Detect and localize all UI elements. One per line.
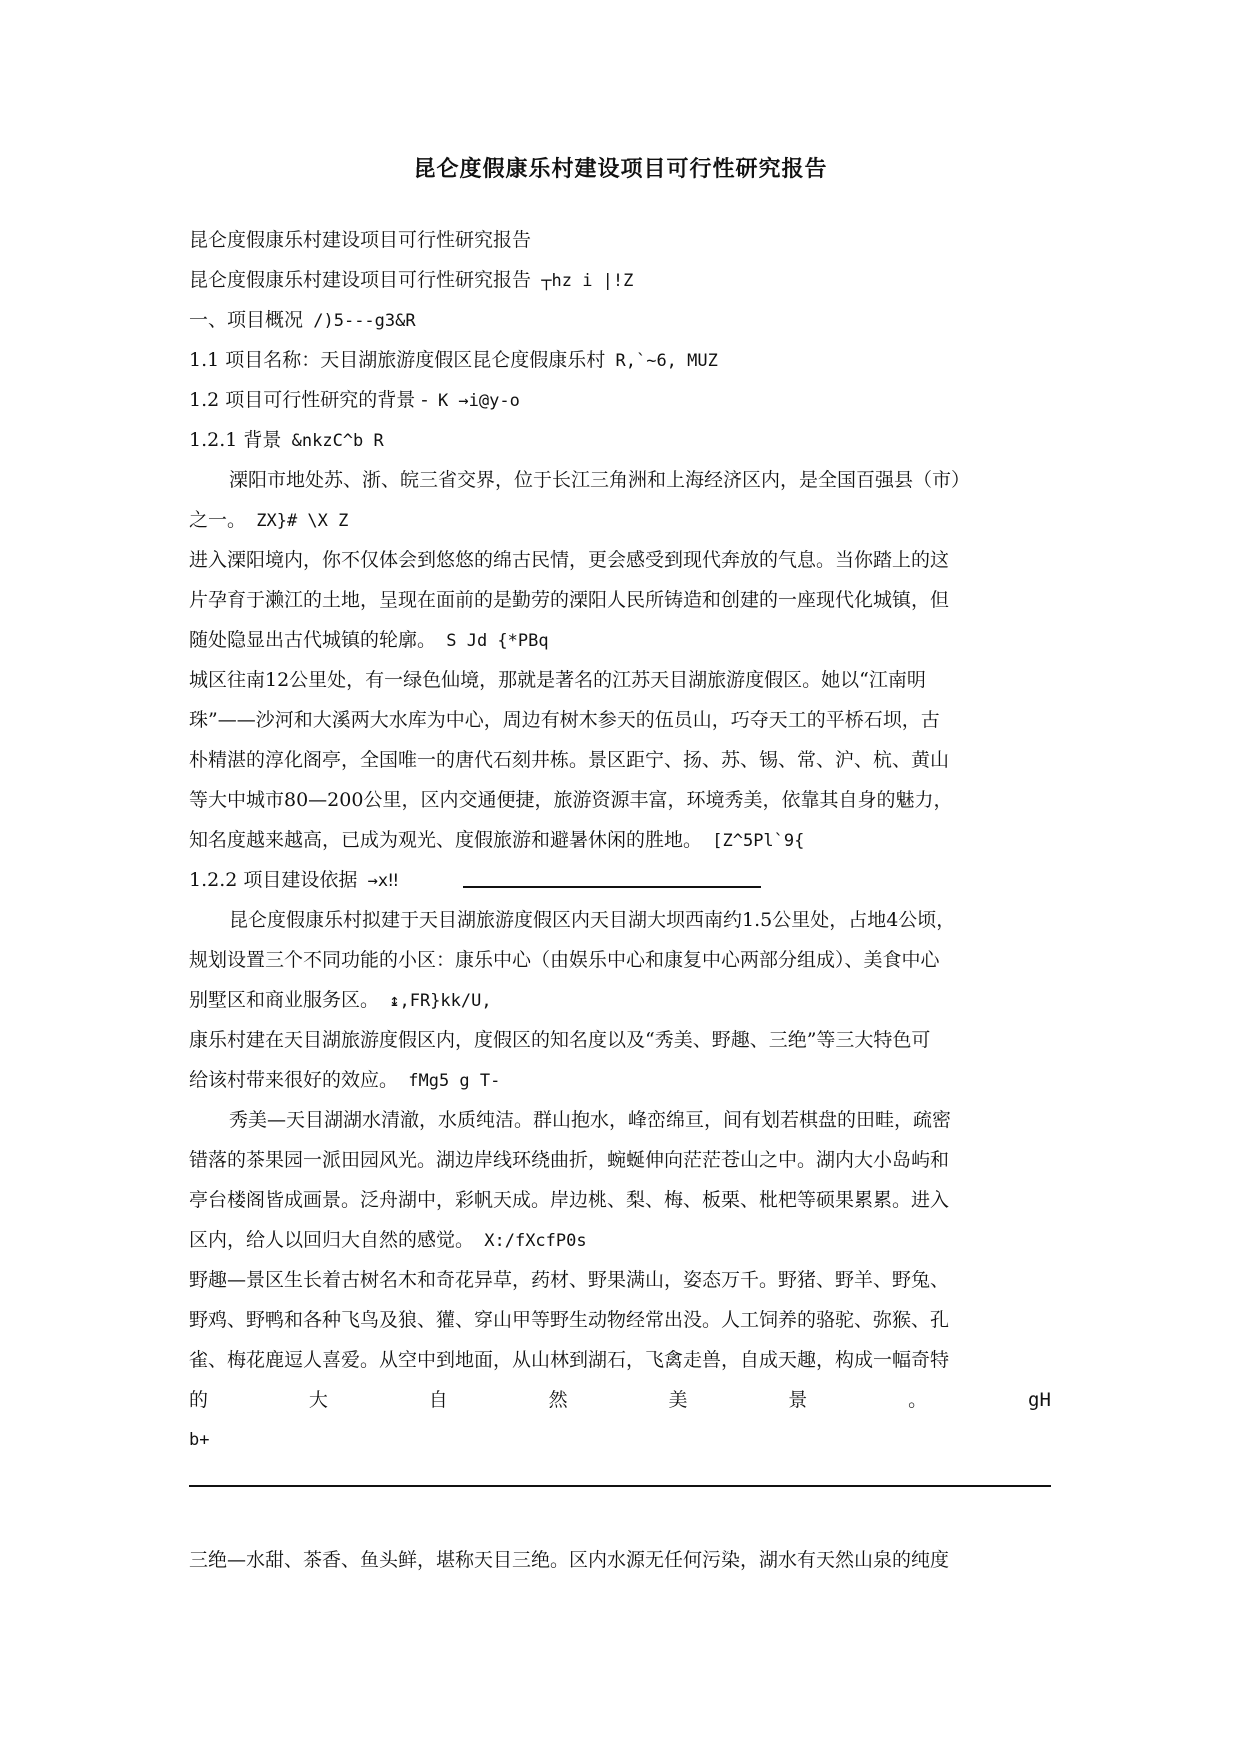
paragraph-line: 康乐村建在天目湖旅游度假区内，度假区的知名度以及“秀美、野趣、三绝”等三大特色可 <box>189 1029 931 1051</box>
paragraph-line: 秀美—天目湖湖水清澈，水质纯洁。群山抱水，峰峦绵亘，间有划若棋盘的田畦，疏密 <box>229 1109 952 1131</box>
paragraph-line: 亭台楼阁皆成画景。泛舟湖中，彩帆天成。岸边桃、梨、梅、板栗、枇杷等硕果累累。进入 <box>189 1189 950 1211</box>
spread-char: 大 <box>308 1389 328 1411</box>
paragraph-line: 片孕育于濑江的土地，呈现在面前的是勤劳的溧阳人民所铸造和创建的一座现代化城镇，但 <box>189 589 950 611</box>
paragraph-line: 珠”——沙河和大溪两大水库为中心，周边有树木参天的伍员山，巧夺天工的平桥石坝，古 <box>189 709 940 731</box>
paragraph-line: 雀、梅花鹿逗人喜爱。从空中到地面，从山林到湖石，飞禽走兽，自成天趣，构成一幅奇特 <box>189 1349 950 1371</box>
subsection-heading: 1.2 项目可行性研究的背景 - K →i@y-o <box>189 389 520 411</box>
text-line: 昆仑度假康乐村建设项目可行性研究报告 <box>189 229 532 251</box>
spread-char: 景 <box>788 1389 808 1411</box>
paragraph-line: 给该村带来很好的效应。 fMg5 g T- <box>189 1069 501 1091</box>
spread-char: 自 <box>428 1389 448 1411</box>
subsection-heading: 1.2.1 背景 &nkzC^b R <box>189 429 384 451</box>
paragraph-line: 溧阳市地处苏、浙、皖三省交界，位于长江三角洲和上海经济区内，是全国百强县（市） <box>229 469 971 491</box>
paragraph-line: 等大中城市80—200公里，区内交通便捷，旅游资源丰富，环境秀美，依靠其自身的魅力， <box>189 789 953 811</box>
paragraph-line: 区内，给人以回归大自然的感觉。 X:/fXcfP0s <box>189 1229 587 1251</box>
paragraph-line: 随处隐显出古代城镇的轮廓。 S Jd {*PBq <box>189 629 549 651</box>
paragraph-line: 野鸡、野鸭和各种飞鸟及狼、獾、穿山甲等野生动物经常出没。人工饲养的骆驼、弥猴、孔 <box>189 1309 950 1331</box>
section-heading: 一、项目概况 /)5---g3&R <box>189 309 416 331</box>
spread-char: gH <box>1028 1389 1051 1411</box>
paragraph-line: 进入溧阳境内，你不仅体会到悠悠的绵古民情，更会感受到现代奔放的气息。当你踏上的这 <box>189 549 950 571</box>
paragraph-line: 城区往南12公里处，有一绿色仙境，那就是著名的江苏天目湖旅游度假区。她以“江南明 <box>189 669 926 691</box>
paragraph-line: b+ <box>189 1430 210 1450</box>
paragraph-line: 三绝—水甜、茶香、鱼头鲜，堪称天目三绝。区内水源无任何污染，湖水有天然山泉的纯度 <box>189 1549 950 1571</box>
paragraph-line: 朴精湛的淳化阁亭，全国唯一的唐代石刻井栋。景区距宁、扬、苏、锡、常、沪、杭、黄山 <box>189 749 950 771</box>
horizontal-rule <box>189 1485 1051 1487</box>
paragraph-line: 之一。 ZX}# \X Z <box>189 509 349 531</box>
paragraph-line: 昆仑度假康乐村拟建于天目湖旅游度假区内天目湖大坝西南约1.5公里处，占地4公顷， <box>229 909 956 931</box>
text-line: 昆仑度假康乐村建设项目可行性研究报告 ┬hz i |!Z <box>189 269 634 291</box>
spread-char: 的 <box>189 1389 209 1411</box>
paragraph-line: 别墅区和商业服务区。 ↨,FR}kk/U, <box>189 989 492 1011</box>
paragraph-line: 错落的茶果园一派田园风光。湖边岸线环绕曲折，蜿蜒伸向茫茫苍山之中。湖内大小岛屿和 <box>189 1149 950 1171</box>
paragraph-line: 野趣—景区生长着古树名木和奇花异草，药材、野果满山，姿态万千。野猪、野羊、野兔、 <box>189 1269 950 1291</box>
subsection-heading: 1.2.2 项目建设依据 →x‼ <box>189 869 399 891</box>
spread-char: 。 <box>908 1389 928 1411</box>
paragraph-line: 规划设置三个不同功能的小区：康乐中心（由娱乐中心和康复中心两部分组成）、美食中心 <box>189 949 940 971</box>
horizontal-rule <box>463 886 761 888</box>
spread-char: 然 <box>548 1389 568 1411</box>
spread-char: 美 <box>668 1389 688 1411</box>
document-title: 昆仑度假康乐村建设项目可行性研究报告 <box>413 156 828 182</box>
paragraph-line-spread <box>189 1388 1051 1412</box>
paragraph-line: 知名度越来越高，已成为观光、度假旅游和避暑休闲的胜地。 [Z^5Pl`9{ <box>189 829 805 851</box>
subsection-heading: 1.1 项目名称：天目湖旅游度假区昆仑度假康乐村 R,`~6, MUZ <box>189 349 718 371</box>
